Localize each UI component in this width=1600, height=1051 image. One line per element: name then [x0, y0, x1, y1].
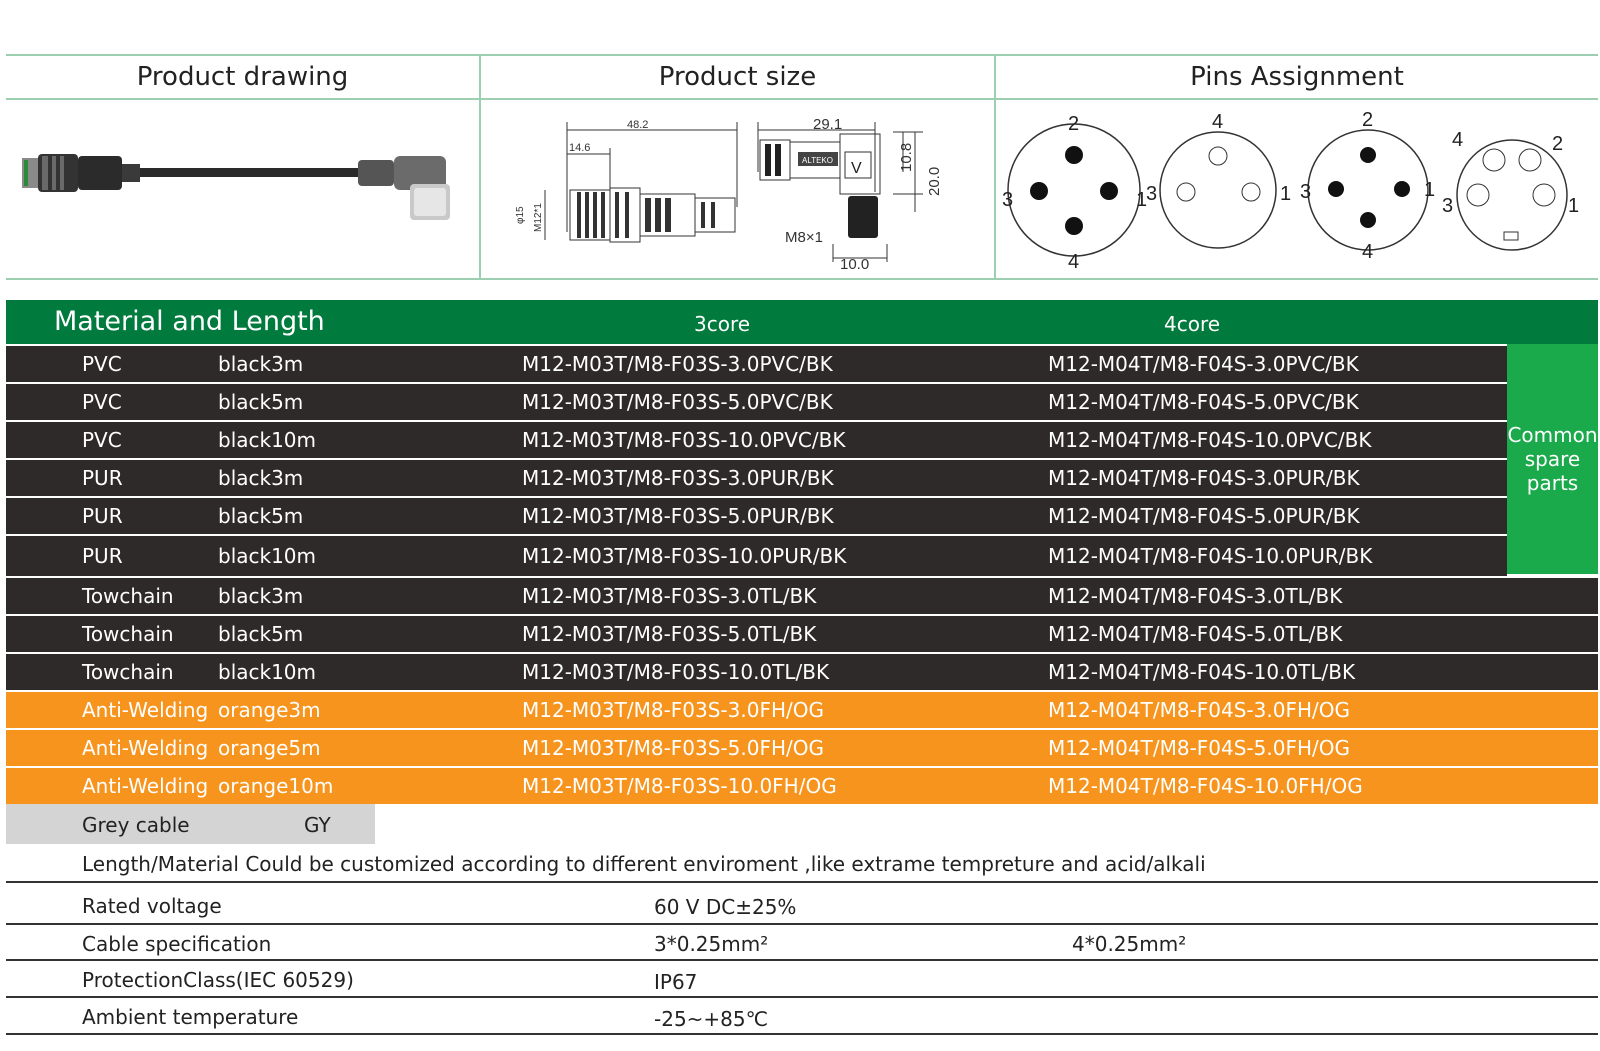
row-length: orange5m [218, 736, 321, 760]
pin-a-left: 3 [1002, 189, 1014, 211]
row-material: Anti-Welding [82, 698, 209, 722]
spec-cable-label: Cable specification [82, 932, 272, 956]
top-rule [6, 54, 1598, 56]
row-material: Anti-Welding [82, 774, 209, 798]
header-product-size: Product size [658, 62, 817, 92]
dim-20-0: 20.0 [926, 166, 943, 196]
row-part-3core: M12-M03T/M8-F03S-5.0FH/OG [522, 736, 824, 760]
row-part-3core: M12-M03T/M8-F03S-5.0TL/BK [522, 622, 817, 646]
row-part-4core: M12-M04T/M8-F04S-5.0PVC/BK [1048, 390, 1359, 414]
spec-temp-label: Ambient temperature [82, 1005, 299, 1029]
row-part-3core: M12-M03T/M8-F03S-10.0PUR/BK [522, 544, 847, 568]
row-material: PUR [82, 466, 123, 490]
custom-note: Length/Material Could be customized according to different enviroment ,like extrame tempreture and acid/alkali [82, 852, 1206, 876]
row-length: orange10m [218, 774, 334, 798]
row-material: Towchain [82, 622, 174, 646]
pin-c-left: 3 [1300, 181, 1312, 203]
spec-rule-1 [6, 923, 1598, 925]
grey-cable-label: Grey cable [82, 813, 190, 837]
spec-protection-value: IP67 [654, 970, 698, 994]
pin-b-right: 1 [1280, 183, 1292, 205]
row-part-4core: M12-M04T/M8-F04S-3.0PVC/BK [1048, 352, 1359, 376]
dim-brand: ALTEKO [802, 156, 833, 165]
row-part-4core: M12-M04T/M8-F04S-3.0FH/OG [1048, 698, 1350, 722]
row-length: black10m [218, 660, 317, 684]
dim-10-8: 10.8 [898, 142, 915, 172]
dim-m12: M12*1 [533, 203, 544, 232]
spec-rule-0 [6, 881, 1598, 883]
dimension-drawing [515, 112, 975, 276]
row-length: black3m [218, 466, 304, 490]
header-pins-assignment: Pins Assignment [1190, 62, 1404, 92]
dim-48-2: 48.2 [627, 119, 649, 131]
row-material: Towchain [82, 584, 174, 608]
row-part-3core: M12-M03T/M8-F03S-3.0TL/BK [522, 584, 817, 608]
pin-d-right: 1 [1568, 195, 1580, 217]
row-part-3core: M12-M03T/M8-F03S-5.0PUR/BK [522, 504, 834, 528]
row-length: black10m [218, 428, 317, 452]
common-spare-parts-label: Common spare parts [1507, 423, 1598, 495]
pin-b-top: 4 [1212, 111, 1224, 133]
pin-a-top: 2 [1068, 113, 1080, 135]
spec-voltage-label: Rated voltage [82, 894, 222, 918]
pin-b-left: 3 [1146, 183, 1158, 205]
dim-14-6: 14.6 [569, 142, 591, 154]
row-part-3core: M12-M03T/M8-F03S-3.0FH/OG [522, 698, 824, 722]
spec-rule-3 [6, 996, 1598, 998]
image-bottom-rule [6, 278, 1598, 280]
spec-rule-4 [6, 1033, 1598, 1035]
row-part-4core: M12-M04T/M8-F04S-3.0PUR/BK [1048, 466, 1360, 490]
row-part-4core: M12-M04T/M8-F04S-3.0TL/BK [1048, 584, 1343, 608]
material-title: Material and Length [54, 306, 325, 337]
pins-diagram [996, 100, 1598, 278]
row-length: black3m [218, 584, 304, 608]
row-material: Anti-Welding [82, 736, 209, 760]
row-length: black5m [218, 622, 304, 646]
row-material: PVC [82, 428, 122, 452]
dim-mark: V [851, 160, 862, 177]
pin-c-bottom: 4 [1362, 241, 1374, 263]
row-length: black3m [218, 352, 304, 376]
row-part-4core: M12-M04T/M8-F04S-10.0PUR/BK [1048, 544, 1373, 568]
row-material: PUR [82, 544, 123, 568]
row-material: PUR [82, 504, 123, 528]
row-length: black5m [218, 504, 304, 528]
cable-drawing [18, 140, 468, 240]
pin-a-right: 1 [1136, 189, 1148, 211]
row-part-3core: M12-M03T/M8-F03S-3.0PUR/BK [522, 466, 834, 490]
row-part-3core: M12-M03T/M8-F03S-10.0FH/OG [522, 774, 837, 798]
row-part-3core: M12-M03T/M8-F03S-10.0PVC/BK [522, 428, 846, 452]
col-header-3core: 3core [694, 312, 751, 336]
row-length: orange3m [218, 698, 321, 722]
row-part-3core: M12-M03T/M8-F03S-5.0PVC/BK [522, 390, 833, 414]
row-part-4core: M12-M04T/M8-F04S-5.0TL/BK [1048, 622, 1343, 646]
pin-d-topright: 2 [1552, 133, 1564, 155]
spec-voltage-value: 60 V DC±25% [654, 895, 797, 919]
header-product-drawing: Product drawing [136, 62, 349, 92]
row-part-4core: M12-M04T/M8-F04S-10.0FH/OG [1048, 774, 1363, 798]
row-part-3core: M12-M03T/M8-F03S-3.0PVC/BK [522, 352, 833, 376]
spec-protection-label: ProtectionClass(IEC 60529) [82, 968, 354, 992]
dim-m8: M8×1 [785, 229, 823, 246]
dim-29-1: 29.1 [813, 116, 843, 133]
row-part-4core: M12-M04T/M8-F04S-5.0FH/OG [1048, 736, 1350, 760]
pin-c-top: 2 [1362, 109, 1374, 131]
pin-a-bottom: 4 [1068, 251, 1080, 273]
row-material: Towchain [82, 660, 174, 684]
col-header-4core: 4core [1164, 312, 1221, 336]
row-material: PVC [82, 352, 122, 376]
pin-d-topleft: 4 [1452, 129, 1464, 151]
dim-10-0: 10.0 [840, 256, 870, 273]
row-length: black5m [218, 390, 304, 414]
pin-d-left: 3 [1442, 195, 1454, 217]
spec-rule-2 [6, 959, 1598, 961]
dim-phi15: φ15 [515, 206, 526, 224]
row-material: PVC [82, 390, 122, 414]
common-spare-parts-badge [1507, 344, 1598, 574]
row-length: black10m [218, 544, 317, 568]
row-part-4core: M12-M04T/M8-F04S-10.0PVC/BK [1048, 428, 1372, 452]
row-part-4core: M12-M04T/M8-F04S-5.0PUR/BK [1048, 504, 1360, 528]
row-part-4core: M12-M04T/M8-F04S-10.0TL/BK [1048, 660, 1356, 684]
pin-c-right: 1 [1424, 179, 1436, 201]
spec-cable-4core: 4*0.25mm² [1072, 932, 1187, 956]
spec-cable-3core: 3*0.25mm² [654, 932, 769, 956]
grey-cable-code: GY [304, 813, 331, 837]
row-part-3core: M12-M03T/M8-F03S-10.0TL/BK [522, 660, 830, 684]
spec-temp-value: -25~+85℃ [654, 1007, 769, 1031]
